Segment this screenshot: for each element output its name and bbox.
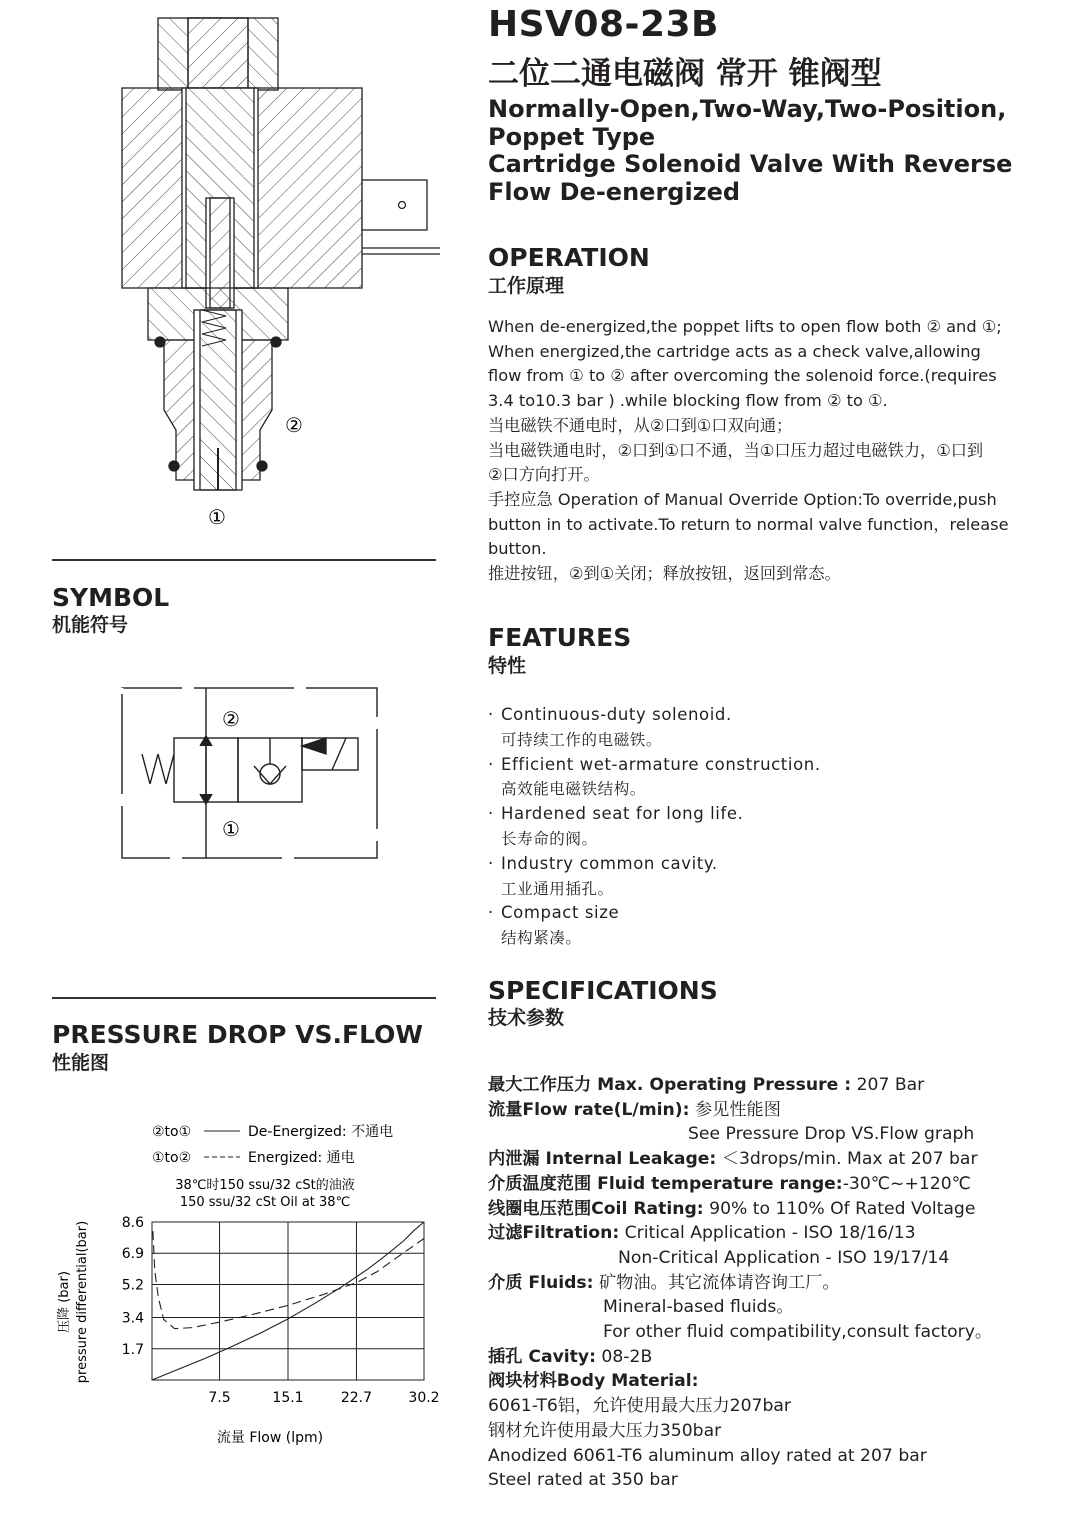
specifications-heading: SPECIFICATIONS — [488, 976, 718, 1005]
spec-max-pressure: 最大工作压力 Max. Operating Pressure : 207 Bar — [488, 1075, 925, 1095]
operation-text — [488, 315, 1078, 587]
x-tick-label: 7.5 — [208, 1390, 231, 1406]
pressure-drop-heading-cn: 性能图 — [52, 1052, 110, 1074]
x-axis-label: 流量 Flow (lpm) — [216, 1430, 324, 1446]
feature-item: · Efficient wet-armature construction. — [488, 754, 821, 774]
spec-body-line: Steel rated at 350 bar — [488, 1470, 678, 1491]
operation-line: 手控应急 Operation of Manual Override Option:To override,push — [488, 489, 997, 509]
chart-condition: 38℃时150 ssu/32 cSt的油液 — [175, 1178, 355, 1193]
pressure-drop-chart — [40, 1112, 460, 1462]
spec-fluids-note: For other fluid compatibility,consult factory。 — [603, 1322, 993, 1343]
operation-line: 当电磁铁通电时，②口到①口不通，当①口压力超过电磁铁力，①口到 — [488, 440, 984, 460]
drawing-port-2-label: ② — [285, 413, 303, 437]
y-axis-label-en: pressure differential(bar) — [75, 1220, 90, 1384]
spec-cavity: 插孔 Cavity: 08-2B — [488, 1346, 653, 1367]
x-tick-label: 22.7 — [340, 1390, 373, 1406]
spec-temperature: 介质温度范围 Fluid temperature range:-30℃~+120℃ — [488, 1173, 971, 1194]
y-tick-label: 3.4 — [121, 1310, 144, 1327]
hydraulic-symbol — [118, 684, 383, 864]
y-tick-label: 6.9 — [121, 1246, 144, 1263]
y-tick-label: 8.6 — [121, 1215, 144, 1231]
spec-body-line: 钢材允许使用最大压力350bar — [488, 1420, 722, 1441]
feature-item: · Hardened seat for long life. — [488, 804, 744, 824]
symbol-heading: SYMBOL — [52, 583, 170, 612]
legend-marker: ①to② — [152, 1150, 192, 1166]
operation-line: ②口方向打开。 — [488, 465, 600, 485]
features-heading: FEATURES — [488, 623, 632, 652]
title-line: Poppet Type — [488, 122, 656, 151]
legend-marker: ②to① — [152, 1124, 192, 1140]
spec-fluids-note: Mineral-based fluids。 — [603, 1297, 794, 1318]
drawing-port-1-label: ① — [208, 505, 226, 529]
operation-line: When energized,the cartridge acts as a check valve,allowing — [488, 341, 981, 361]
features-list — [488, 703, 1078, 951]
feature-item-cn: 工业通用插孔。 — [501, 879, 614, 898]
specifications-list — [488, 1073, 1083, 1493]
pressure-drop-heading: PRESSURE DROP VS.FLOW — [52, 1020, 423, 1049]
spec-flow-rate-note: See Pressure Drop VS.Flow graph — [688, 1124, 975, 1145]
operation-line: 3.4 to10.3 bar ) .while blocking flow from ② to ①. — [488, 391, 888, 411]
y-tick-label: 5.2 — [121, 1277, 144, 1294]
title-line: Normally-Open,Two-Way,Two-Position, — [488, 95, 1007, 123]
spec-body-material: 阀块材料Body Material: — [488, 1371, 699, 1392]
title-line: Flow De-energized — [488, 177, 741, 206]
title-line: Cartridge Solenoid Valve With Reverse — [488, 150, 1013, 178]
spec-body-line: 6061-T6铝，允许使用最大压力207bar — [488, 1396, 791, 1417]
section-divider — [52, 997, 436, 999]
spec-body-line: Anodized 6061-T6 aluminum alloy rated at 207 bar — [488, 1445, 927, 1466]
section-divider — [52, 559, 436, 561]
legend-label: De-Energized: 不通电 — [248, 1124, 394, 1140]
features-heading-cn: 特性 — [488, 655, 527, 677]
feature-item-cn: 高效能电磁铁结构。 — [501, 780, 646, 799]
operation-line: When de-energized,the poppet lifts to open flow both ② and ①; — [488, 317, 1002, 336]
operation-heading: OPERATION — [488, 243, 650, 272]
operation-line: button. — [488, 539, 547, 559]
x-tick-label: 30.2 — [408, 1390, 440, 1406]
spec-leakage: 内泄漏 Internal Leakage: ＜3drops/min. Max at 207 bar — [488, 1149, 978, 1170]
feature-item-cn: 可持续工作的电磁铁。 — [501, 730, 663, 749]
feature-item-cn: 结构紧凑。 — [501, 929, 582, 948]
spec-flow-rate: 流量Flow rate(L/min): 参见性能图 — [488, 1099, 781, 1120]
spec-filtration: 过滤Filtration: Critical Application - ISO 18/16/13 — [488, 1223, 916, 1244]
operation-heading-cn: 工作原理 — [488, 275, 565, 297]
spec-fluids: 介质 Fluids: 矿物油。其它流体请咨询工厂。 — [488, 1272, 840, 1293]
feature-item: · Industry common cavity. — [488, 853, 718, 873]
operation-line: 推进按钮，②到①关闭；释放按钮，返回到常态。 — [488, 564, 841, 584]
symbol-port-2-label: ② — [222, 707, 240, 731]
feature-item: · Continuous-duty solenoid. — [488, 705, 732, 724]
operation-line: flow from ① to ② after overcoming the solenoid force.(requires — [488, 366, 997, 386]
operation-line: button in to activate.To return to normal valve function，release — [488, 514, 1009, 534]
legend-label: Energized: 通电 — [248, 1150, 355, 1166]
operation-line: 当电磁铁不通电时，从②口到①口双向通； — [488, 415, 793, 435]
symbol-heading-cn: 机能符号 — [52, 614, 129, 636]
feature-item-cn: 长寿命的阀。 — [501, 829, 598, 848]
x-tick-label: 15.1 — [272, 1390, 304, 1406]
chart-condition: 150 ssu/32 cSt Oil at 38℃ — [179, 1195, 351, 1210]
valve-cross-section-drawing — [110, 10, 450, 530]
specifications-heading-cn: 技术参数 — [488, 1007, 565, 1029]
title-chinese: 二位二通电磁阀 常开 锥阀型 — [488, 56, 882, 92]
y-axis-label-cn: 压降 (bar) — [57, 1271, 72, 1333]
spec-filtration-note: Non-Critical Application - ISO 19/17/14 — [618, 1247, 950, 1268]
spec-coil-rating: 线圈电压范围Coil Rating: 90% to 110% Of Rated Voltage — [488, 1198, 976, 1219]
feature-item: · Compact size — [488, 903, 620, 923]
symbol-port-1-label: ① — [222, 817, 240, 841]
y-tick-label: 1.7 — [121, 1341, 144, 1358]
model-number: HSV08-23B — [488, 4, 719, 45]
title-english — [488, 96, 1078, 206]
